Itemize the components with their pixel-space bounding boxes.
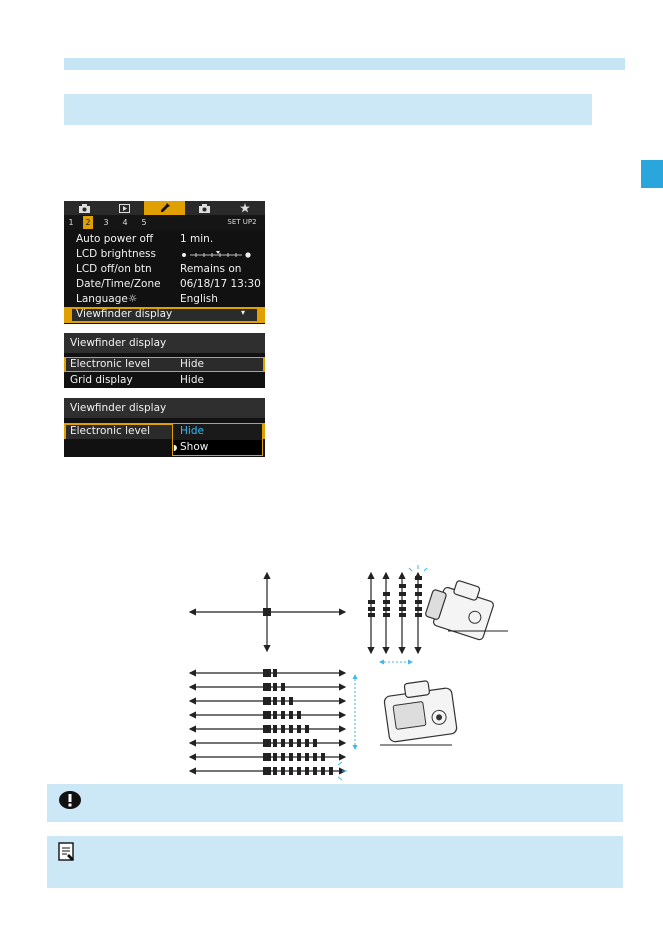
menu-tabs bbox=[64, 201, 265, 215]
menu-item-value: English bbox=[180, 293, 218, 305]
option-hide[interactable] bbox=[172, 423, 263, 440]
menu-item-language[interactable] bbox=[64, 292, 265, 307]
row-grid-display[interactable] bbox=[64, 373, 265, 388]
tilt-marks-horizontal bbox=[263, 669, 333, 775]
camera-icon bbox=[79, 204, 90, 213]
tilt-marks-vertical bbox=[368, 576, 422, 617]
menu-item-value: 06/18/17 13:30 bbox=[180, 278, 261, 290]
menu-item-label: Language☼ bbox=[76, 293, 138, 305]
tab-mymenu[interactable] bbox=[225, 201, 265, 215]
option-show[interactable] bbox=[172, 440, 263, 456]
row-label: Grid display bbox=[70, 374, 133, 386]
star-icon bbox=[240, 203, 250, 213]
menu-item-value: Remains on bbox=[180, 263, 242, 275]
menu-item-auto-power-off[interactable] bbox=[64, 232, 265, 247]
subtab-4[interactable]: 4 bbox=[122, 218, 128, 227]
electronic-level-select bbox=[64, 398, 265, 457]
menu-item-value: 1 min. bbox=[180, 233, 214, 245]
option-marker-icon: ◗ bbox=[173, 443, 178, 452]
more-indicator-icon: ▾ bbox=[241, 308, 246, 317]
blink-marks-icon bbox=[409, 565, 427, 571]
note-icon bbox=[58, 842, 76, 864]
tab-shooting[interactable] bbox=[64, 201, 104, 215]
caution-icon bbox=[58, 790, 82, 810]
row-label: Electronic level bbox=[70, 358, 151, 370]
chapter-tab bbox=[641, 160, 663, 188]
row-electronic-level[interactable] bbox=[64, 357, 265, 372]
subtab-label: SET UP2 bbox=[227, 218, 257, 226]
option-label: Show bbox=[180, 441, 209, 453]
tab-custom[interactable] bbox=[185, 201, 225, 215]
play-icon bbox=[119, 204, 130, 213]
wrench-icon bbox=[160, 203, 170, 213]
section-title-box bbox=[64, 94, 592, 125]
camera-back-illustration bbox=[382, 678, 457, 743]
menu-item-lcd-off-on[interactable] bbox=[64, 262, 265, 277]
level-cross bbox=[190, 573, 345, 651]
panel-header bbox=[64, 333, 265, 353]
menu-item-date-time[interactable] bbox=[64, 277, 265, 292]
menu-item-label: Date/Time/Zone bbox=[76, 278, 161, 290]
panel-header bbox=[64, 398, 265, 418]
menu-item-lcd-brightness[interactable] bbox=[64, 247, 265, 262]
menu-item-label: LCD brightness bbox=[76, 248, 156, 260]
caution-box bbox=[47, 784, 623, 822]
subtab-5[interactable]: 5 bbox=[141, 218, 147, 227]
row-value: Hide bbox=[180, 374, 204, 386]
menu-item-label: Auto power off bbox=[76, 233, 154, 245]
header-bar bbox=[64, 58, 625, 70]
tab-setup[interactable] bbox=[144, 201, 184, 215]
electronic-level-diagram bbox=[180, 565, 520, 785]
note-box bbox=[47, 836, 623, 888]
menu-item-label: LCD off/on btn bbox=[76, 263, 152, 275]
camera-custom-icon bbox=[199, 204, 210, 213]
subtab-2[interactable]: 2 bbox=[83, 216, 93, 229]
subtab-1[interactable]: 1 bbox=[68, 218, 74, 227]
panel-title: Viewfinder display bbox=[70, 402, 167, 414]
tab-playback[interactable] bbox=[104, 201, 144, 215]
option-label: Hide bbox=[180, 425, 204, 437]
viewfinder-panel bbox=[64, 333, 265, 388]
brightness-slider[interactable] bbox=[180, 251, 252, 259]
row-label: Electronic level bbox=[70, 425, 151, 437]
menu-subtabs bbox=[64, 215, 265, 230]
tilt-scale-vertical bbox=[371, 573, 418, 653]
row-value: Hide bbox=[180, 358, 204, 370]
subtab-3[interactable]: 3 bbox=[103, 218, 109, 227]
panel-title: Viewfinder display bbox=[70, 337, 167, 349]
menu-item-label: Viewfinder display bbox=[76, 308, 173, 320]
menu-item-viewfinder-display[interactable] bbox=[64, 307, 265, 323]
menu-list bbox=[64, 230, 265, 324]
